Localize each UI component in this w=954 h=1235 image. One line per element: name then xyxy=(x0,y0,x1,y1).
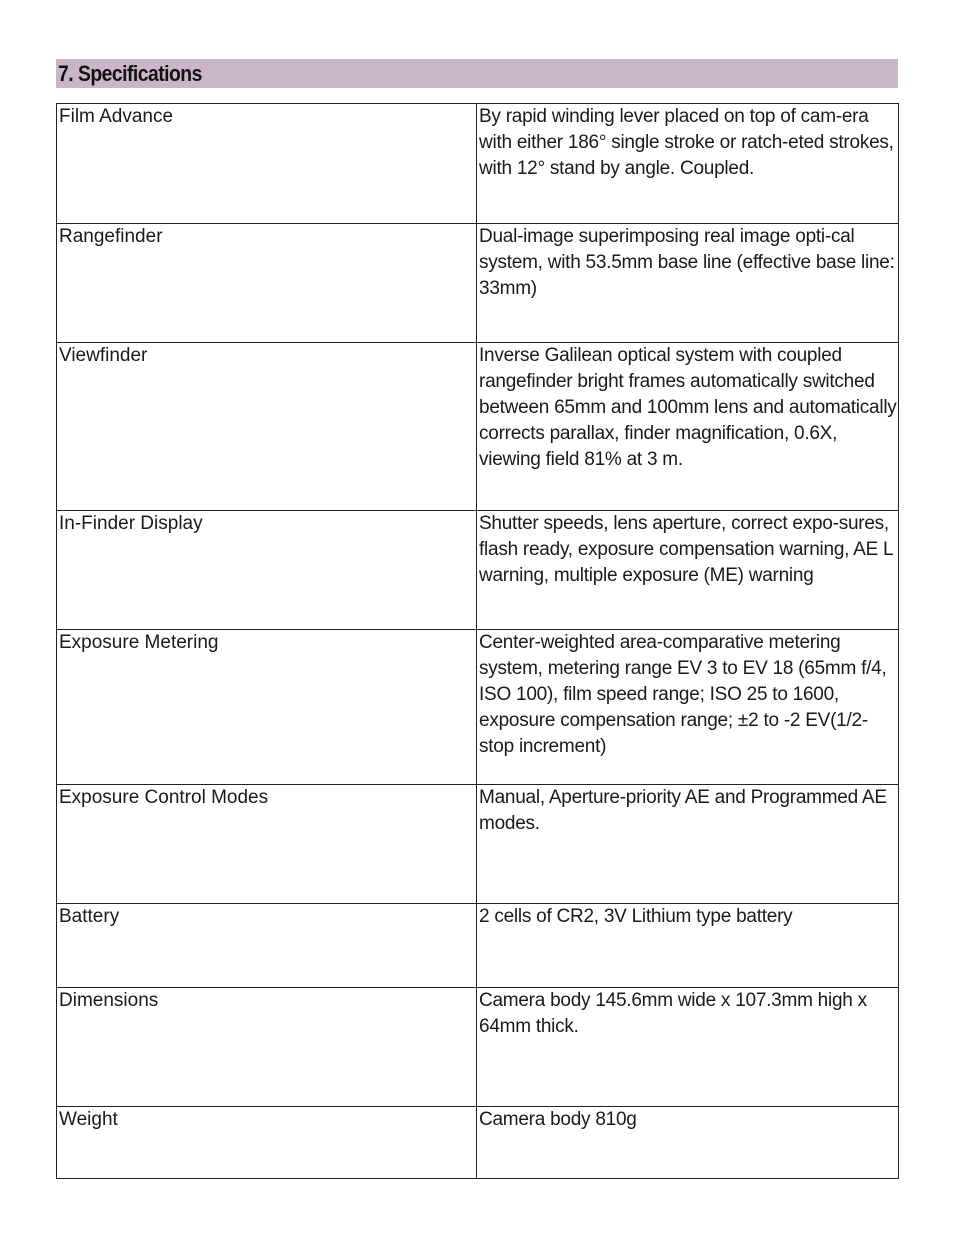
spec-row-exposure-control-modes xyxy=(57,785,899,904)
spec-row-weight xyxy=(57,1107,899,1179)
spec-row-in-finder-display xyxy=(57,511,899,630)
spec-value: Dual-image superimposing real image opti-cal system, with 53.5mm base line (effective base line: 33mm) xyxy=(477,224,899,343)
spec-row-film-advance xyxy=(57,104,899,224)
spec-label: Dimensions xyxy=(57,988,477,1107)
spec-value: Shutter speeds, lens aperture, correct expo-sures, flash ready, exposure compensation warning, AE L warning, multiple exposure (ME) warning xyxy=(477,511,899,630)
spec-label: Battery xyxy=(57,904,477,988)
spec-row-dimensions xyxy=(57,988,899,1107)
section-title: 7. Specifications xyxy=(58,61,202,86)
spec-label: Film Advance xyxy=(57,104,477,224)
spec-label: Viewfinder xyxy=(57,343,477,511)
spec-label: Rangefinder xyxy=(57,224,477,343)
spec-row-exposure-metering xyxy=(57,630,899,785)
spec-value: Inverse Galilean optical system with coupled rangefinder bright frames automatically switched between 65mm and 100mm lens and automatically corrects parallax, finder magnification, 0.6X, viewing field 81% at 3 m. xyxy=(477,343,899,511)
spec-value: Camera body 810g xyxy=(477,1107,899,1179)
spec-value: Center-weighted area-comparative metering system, metering range EV 3 to EV 18 (65mm f/4, ISO 100), film speed range; ISO 25 to 1600, exposure compensation range; ±2 to -2 EV(1/2-stop increment) xyxy=(477,630,899,785)
specifications-table xyxy=(56,103,899,1179)
spec-row-rangefinder xyxy=(57,224,899,343)
section-header xyxy=(56,59,898,88)
spec-label: Exposure Metering xyxy=(57,630,477,785)
spec-label: Exposure Control Modes xyxy=(57,785,477,904)
spec-row-viewfinder xyxy=(57,343,899,511)
spec-row-battery xyxy=(57,904,899,988)
spec-value: By rapid winding lever placed on top of cam-era with either 186° single stroke or ratch-eted strokes, with 12° stand by angle. Coupled. xyxy=(477,104,899,224)
spec-value: Manual, Aperture-priority AE and Programmed AE modes. xyxy=(477,785,899,904)
spec-label: In-Finder Display xyxy=(57,511,477,630)
spec-label: Weight xyxy=(57,1107,477,1179)
spec-value: 2 cells of CR2, 3V Lithium type battery xyxy=(477,904,899,988)
spec-value: Camera body 145.6mm wide x 107.3mm high x 64mm thick. xyxy=(477,988,899,1107)
